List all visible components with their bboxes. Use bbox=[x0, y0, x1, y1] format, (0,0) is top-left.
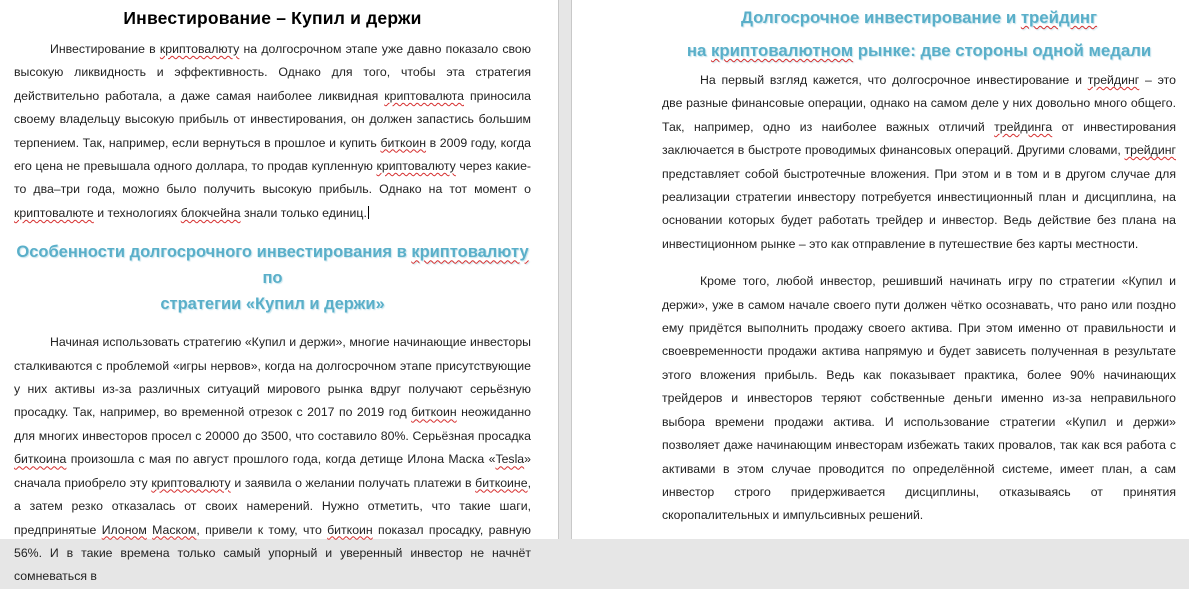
misspelled-word[interactable]: криптовалюту bbox=[411, 243, 529, 262]
misspelled-word[interactable]: биткоина bbox=[14, 452, 67, 467]
misspelled-word[interactable]: трейдинг bbox=[1124, 143, 1176, 158]
misspelled-word[interactable]: биткоин bbox=[411, 405, 457, 420]
misspelled-word[interactable]: биткоин bbox=[327, 522, 373, 537]
body-paragraph-strategy[interactable]: Начиная использовать стратегию «Купил и держи», многие начинающие инвесторы сталкиваются с проблемой «игры нервов», когда на долгосрочном этапе присутствующие у них активы из-за различных ситуаций мирового рынка вдруг получают серьёзную просадку. Так, например, во временной отрезок с 2017 по 2019 год биткоин неожиданно для многих инвесторов просел с 20000 до 3500, что составило 80%. Серьёзная просадка биткоина произошла с мая по август прошлого года, когда детище Илона Маска «Tesla» сначала приобрело эту криптовалюту и заявила о желании получать платежи в биткоине, а затем резко отказалась от своих намерений. Нужно отметить, что такие шаги, предпринятые Илоном Маском, привели к тому, что биткоин показал просадку, равную 56%. И в такие времена только самый упорный и уверенный инвестор не начнёт сомневаться в bbox=[14, 335, 531, 584]
misspelled-word[interactable]: трейдинг bbox=[1020, 8, 1098, 27]
intro-paragraph[interactable]: Инвестирование в криптовалюту на долгосрочном этапе уже давно показало свою высокую ликвидность и эффективность. Однако для того, чтобы эта стратегия действительно работала, а даже самая наиболее ликвидная криптовалюта приносила своему владельцу высокую прибыль от инвестирования, он должен запастись большим терпением. Так, например, если вернуться в прошлое и купить биткоин в 2009 году, когда его цена не превышала одного доллара, то продав купленную криптовалюту через какие-то два–три года, можно было получить высокую прибыль. Однако на тот момент о криптовалюте и технологиях блокчейна знали только единиц. bbox=[14, 42, 532, 220]
section-heading-line1: Особенности долгосрочного инвестирования в криптовалюту по bbox=[16, 243, 529, 288]
misspelled-word[interactable]: криптовалюту bbox=[151, 475, 231, 490]
page-edge bbox=[558, 0, 559, 539]
section-heading-line2: стратегии «Купил и держи» bbox=[160, 295, 385, 314]
misspelled-word[interactable]: криптовалюту bbox=[376, 159, 456, 174]
page-title: Инвестирование – Купил и держи bbox=[123, 8, 422, 28]
misspelled-word[interactable]: Tesla bbox=[495, 452, 525, 467]
misspelled-word[interactable]: блокчейна bbox=[180, 205, 241, 220]
text-cursor bbox=[368, 206, 369, 219]
body-paragraph-trading[interactable]: На первый взгляд кажется, что долгосрочное инвестирование и трейдинг – это две разные финансовые операции, однако на самом деле у них довольно много общего. Так, например, одно из наиболее важных отличий трейдинга от инвестирования заключается в быстроте проводимых финансовых операций. Другими словами, трейдинг представляет собой быстротечные вложения. При этом и в том и в другом случае для реализации стратегии инвестору потребуется инвестиционный план и дисциплина, на основании которых будет работать трейдер и инвестор. Ведь действие без плана на инвестиционном рынке – это как отправление в путешествие без карты местности. bbox=[662, 73, 1176, 251]
misspelled-word[interactable]: биткоине bbox=[475, 475, 528, 490]
misspelled-word[interactable]: криптовалютном bbox=[710, 41, 854, 60]
right-heading-line1: Долгосрочное инвестирование и трейдинг bbox=[740, 8, 1098, 27]
misspelled-word[interactable]: Маском bbox=[152, 522, 197, 537]
misspelled-word[interactable]: криптовалюта bbox=[384, 88, 464, 103]
document-page-left[interactable] bbox=[0, 0, 558, 584]
right-heading-line2: на криптовалютном рынке: две стороны одной медали bbox=[686, 41, 1152, 60]
misspelled-word[interactable]: трейдинга bbox=[994, 119, 1053, 134]
misspelled-word[interactable]: криптовалюте bbox=[14, 205, 94, 220]
document-page-right[interactable] bbox=[572, 0, 1189, 539]
misspelled-word[interactable]: Илоном bbox=[101, 522, 147, 537]
misspelled-word[interactable]: трейдинг bbox=[1087, 73, 1140, 87]
body-paragraph-selling[interactable]: Кроме того, любой инвестор, решивший начинать игру по стратегии «Купил и держи», уже в самом начале своего пути должен чётко осознавать, что рано или поздно ему придётся выполнить продажу своего актива. При этом именно от правильности и своевременности продажи актива напрямую и будет зависеть полученная в результате этого вложения прибыль. Ведь как показывает практика, более 90% начинающих трейдеров и инвесторов теряют собственные деньги именно из-за неправильного выбора времени продажи актива. И использование стратегии «Купил и держи» позволяет даже начинающим инвесторам избежать таких провалов, так как вся работа с активами в этом случае проводится по определённой системе, имеет план, а сам инвестор строго придерживается дисциплины, отказываясь от принятия скоропалительных и импульсивных решений. bbox=[662, 274, 1176, 523]
misspelled-word[interactable]: криптовалюту bbox=[159, 42, 240, 56]
misspelled-word[interactable]: биткоин bbox=[380, 135, 427, 150]
